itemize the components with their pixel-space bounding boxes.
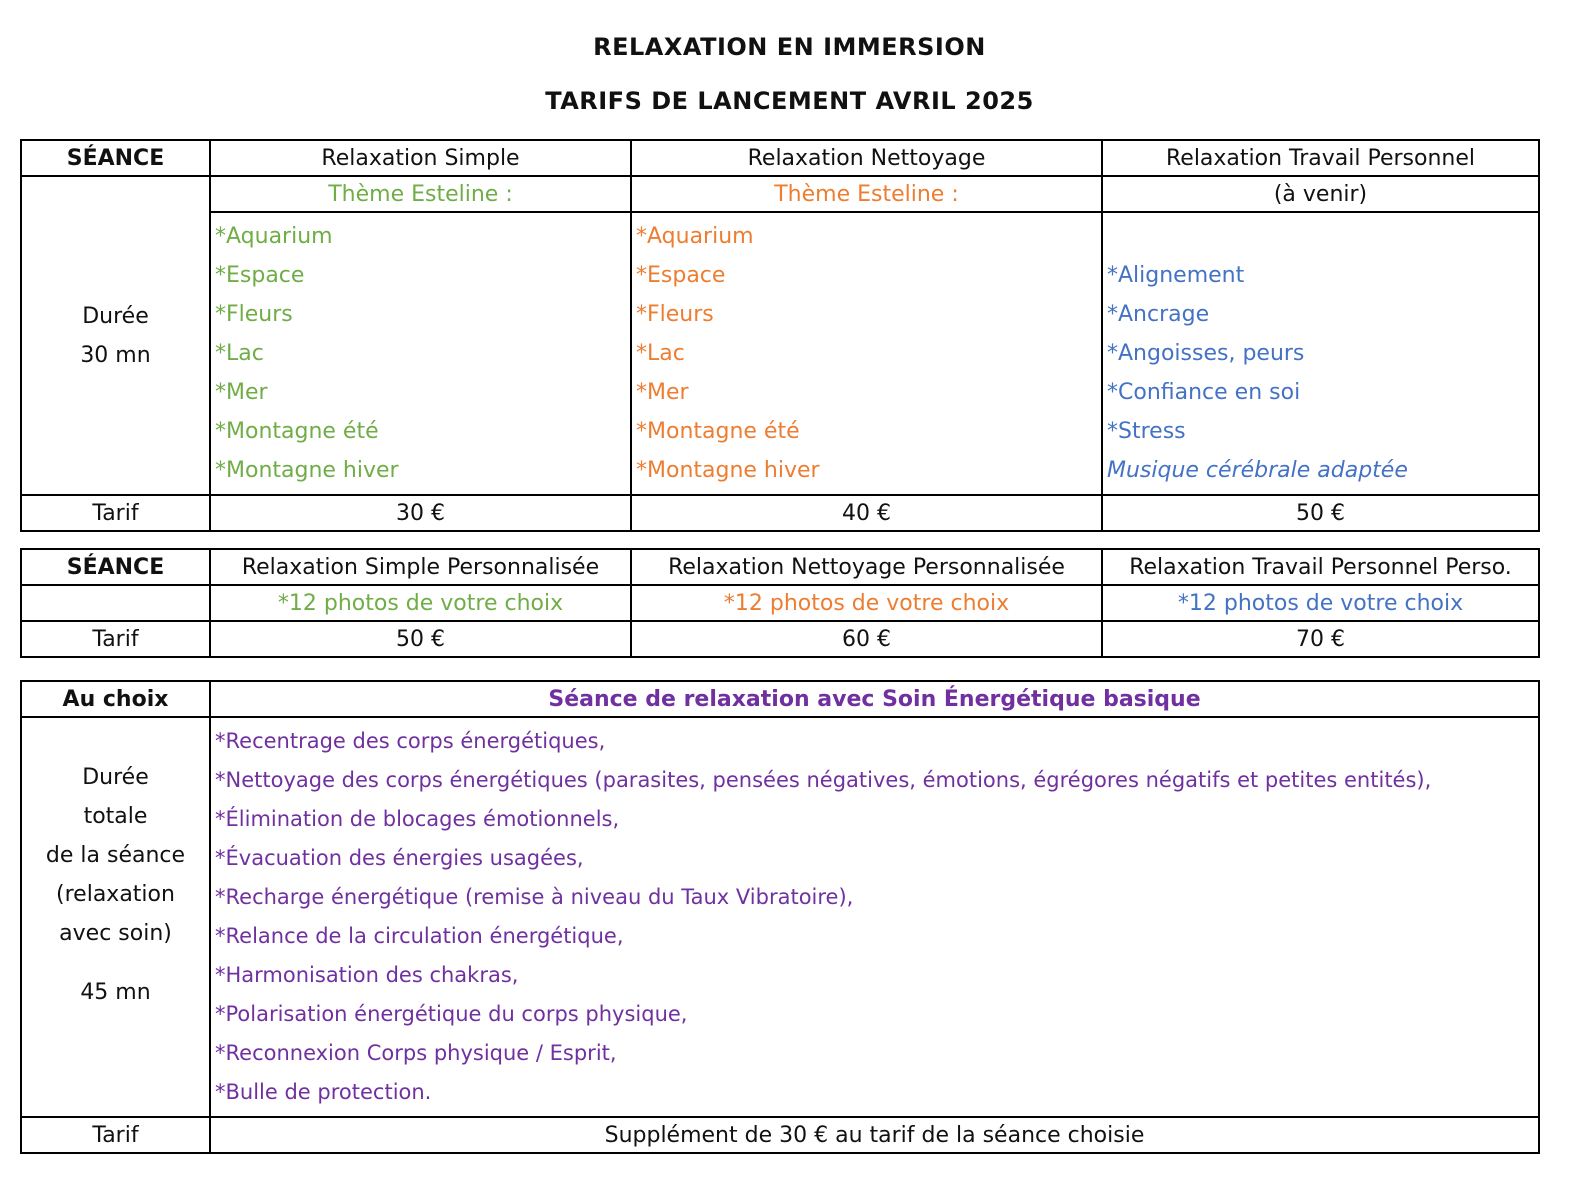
empty-cell	[21, 585, 210, 621]
price-simple: 30 €	[210, 495, 631, 531]
items-row	[21, 212, 1539, 495]
list-item: *Recentrage des corps énergétiques,	[215, 729, 606, 753]
energy-care-table	[20, 680, 1540, 1154]
list-item: *Ancrage	[1107, 302, 1210, 327]
list-item: *Élimination de blocages émotionnels,	[215, 807, 620, 831]
duration-spacer	[26, 953, 205, 973]
price-row	[21, 495, 1539, 531]
col-header-nettoyage: Relaxation Nettoyage	[631, 140, 1102, 176]
tarif-label: Tarif	[21, 495, 210, 531]
list-item: *Montagne hiver	[636, 458, 820, 483]
price-row	[21, 1117, 1539, 1153]
theme-travail: (à venir)	[1102, 176, 1539, 212]
duration-line: totale	[83, 804, 148, 829]
col-header-simple: Relaxation Simple	[210, 140, 631, 176]
items-nettoyage	[631, 212, 1102, 495]
table-header-row	[21, 140, 1539, 176]
price-travail: 50 €	[1102, 495, 1539, 531]
list-item: *Reconnexion Corps physique / Esprit,	[215, 1041, 617, 1065]
list-item: *Angoisses, peurs	[1107, 341, 1305, 366]
list-item: *Harmonisation des chakras,	[215, 963, 519, 987]
list-item: *Montagne été	[636, 419, 800, 444]
list-item: *Aquarium	[215, 224, 333, 249]
document-title: RELAXATION EN IMMERSION	[593, 33, 986, 61]
list-item: *Relance de la circulation énergétique,	[215, 924, 624, 948]
list-item: *Montagne hiver	[215, 458, 399, 483]
list-item: *Mer	[636, 380, 689, 405]
price-simple-perso: 50 €	[210, 621, 631, 657]
photos-row	[21, 585, 1539, 621]
care-items-list	[210, 717, 1539, 1117]
items-travail	[1102, 212, 1539, 495]
pricing-table-personalized	[20, 548, 1540, 658]
duration-value: 30 mn	[80, 342, 151, 368]
theme-simple: Thème Esteline :	[210, 176, 631, 212]
list-item: *Montagne été	[215, 419, 379, 444]
list-item: *Fleurs	[636, 302, 714, 327]
document-subtitle: TARIFS DE LANCEMENT AVRIL 2025	[545, 87, 1034, 115]
theme-row	[21, 176, 1539, 212]
items-simple	[210, 212, 631, 495]
table-header-row	[21, 549, 1539, 585]
duration-line: de la séance	[45, 843, 186, 868]
tarif-label: Tarif	[21, 1117, 210, 1153]
au-choix-label: Au choix	[21, 681, 210, 717]
list-item: *Aquarium	[636, 224, 754, 249]
seance-label: SÉANCE	[21, 140, 210, 176]
theme-nettoyage: Thème Esteline :	[631, 176, 1102, 212]
col-header-simple-perso: Relaxation Simple Personnalisée	[210, 549, 631, 585]
col-header-travail: Relaxation Travail Personnel	[1102, 140, 1539, 176]
list-item: *Nettoyage des corps énergétiques (parasites, pensées négatives, émotions, égrégores négatifs et petites entités),	[215, 768, 1432, 792]
duration-label: Durée	[82, 303, 149, 329]
photos-simple: *12 photos de votre choix	[210, 585, 631, 621]
supplement-text: Supplément de 30 € au tarif de la séance choisie	[210, 1117, 1539, 1153]
price-travail-perso: 70 €	[1102, 621, 1539, 657]
tarif-label: Tarif	[21, 621, 210, 657]
list-item: *Fleurs	[215, 302, 293, 327]
price-nettoyage-perso: 60 €	[631, 621, 1102, 657]
duration-cell	[21, 176, 210, 495]
price-nettoyage: 40 €	[631, 495, 1102, 531]
table-header-row	[21, 681, 1539, 717]
duration-line: (relaxation	[56, 882, 175, 907]
seance-label: SÉANCE	[21, 549, 210, 585]
care-items-row	[21, 717, 1539, 1117]
pricing-table-standard	[20, 139, 1540, 532]
duration-line: Durée	[82, 765, 149, 790]
list-item: *Recharge énergétique (remise à niveau du Taux Vibratoire),	[215, 885, 854, 909]
list-item: *Espace	[636, 263, 726, 288]
list-item: *Lac	[215, 341, 264, 366]
col-header-travail-perso: Relaxation Travail Personnel Perso.	[1102, 549, 1539, 585]
list-item: *Évacuation des énergies usagées,	[215, 846, 584, 870]
list-item: *Espace	[215, 263, 305, 288]
list-item: *Stress	[1107, 419, 1186, 444]
list-item: *Polarisation énergétique du corps physique,	[215, 1002, 688, 1026]
list-item: *Alignement	[1107, 263, 1245, 288]
photos-travail: *12 photos de votre choix	[1102, 585, 1539, 621]
list-item: *Confiance en soi	[1107, 380, 1301, 405]
duration-value: 45 mn	[80, 980, 151, 1005]
list-item: *Bulle de protection.	[215, 1080, 432, 1104]
photos-nettoyage: *12 photos de votre choix	[631, 585, 1102, 621]
list-item: *Lac	[636, 341, 685, 366]
care-duration-cell	[21, 717, 210, 1117]
col-header-nettoyage-perso: Relaxation Nettoyage Personnalisée	[631, 549, 1102, 585]
list-item-music: Musique cérébrale adaptée	[1107, 458, 1408, 483]
duration-line: avec soin)	[59, 921, 172, 946]
list-item: *Mer	[215, 380, 268, 405]
list-spacer	[1107, 217, 1534, 256]
energy-care-heading: Séance de relaxation avec Soin Énergétique basique	[210, 681, 1539, 717]
price-row	[21, 621, 1539, 657]
